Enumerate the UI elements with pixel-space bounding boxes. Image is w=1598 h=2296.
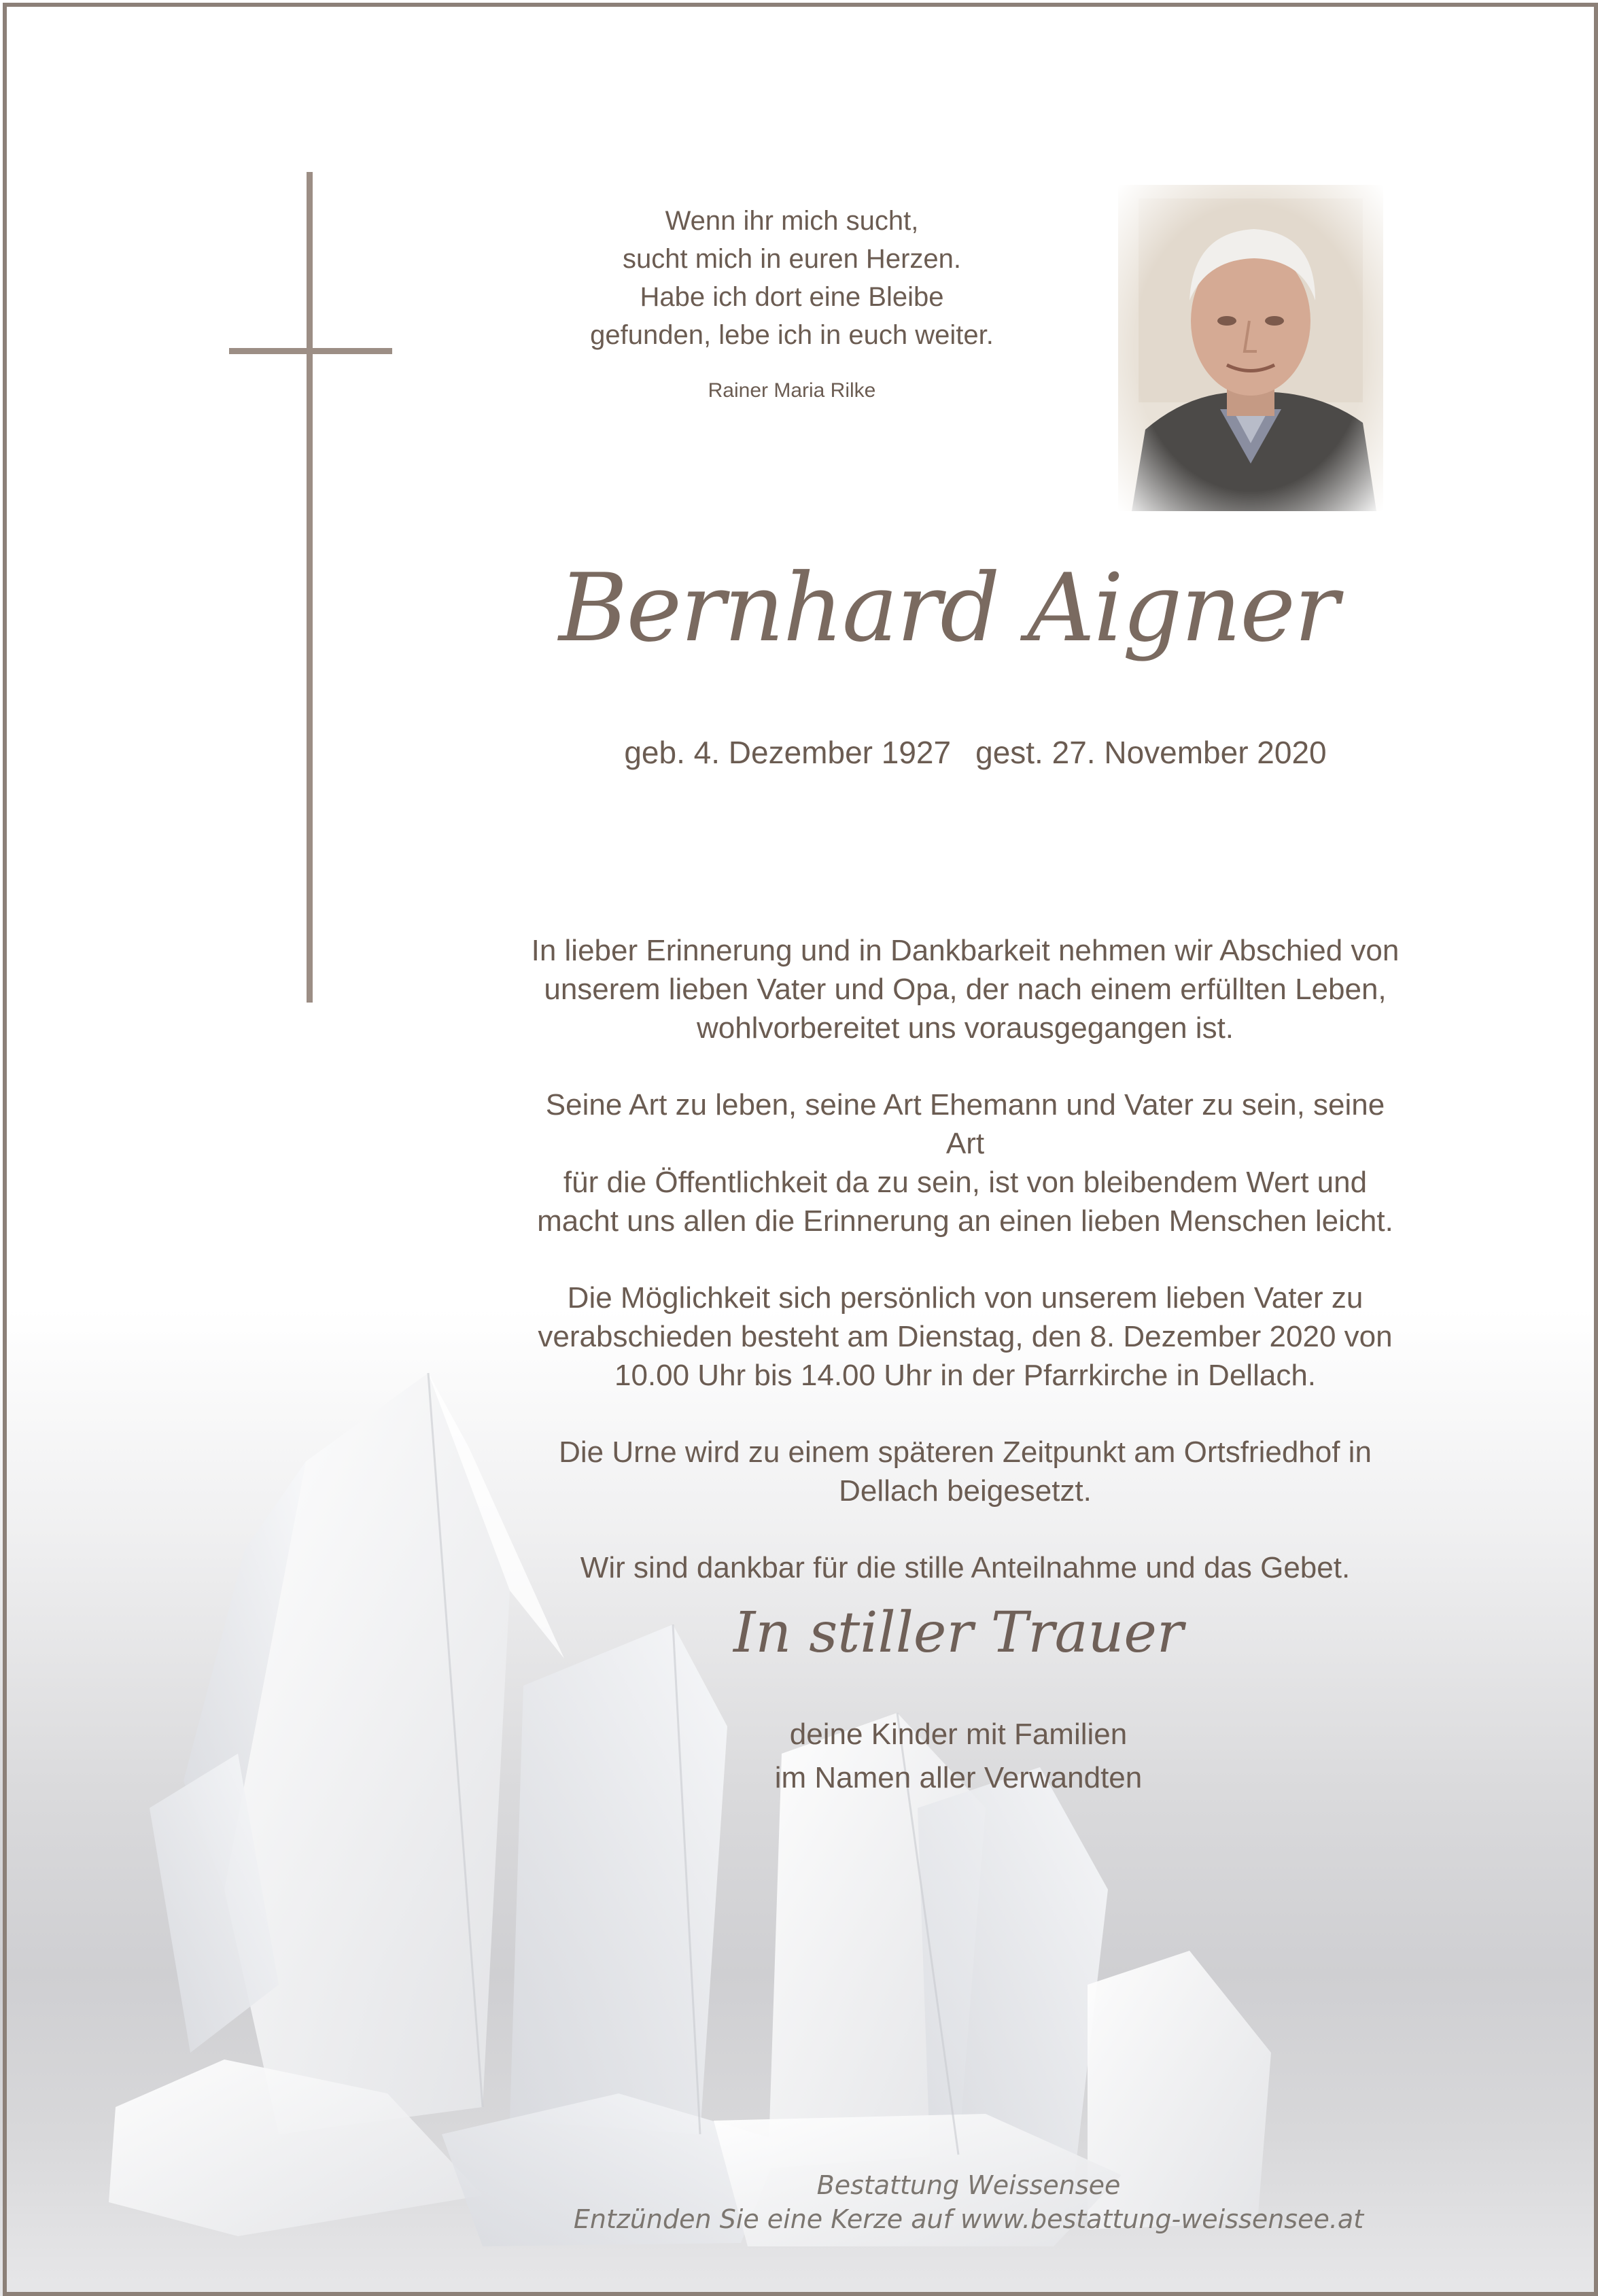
funeral-home-name: Bestattung Weissensee bbox=[816, 2170, 1121, 2200]
obituary-paragraph: Wir sind dankbar für die stille Anteilnahme und das Gebet. bbox=[580, 1551, 1351, 1584]
memorial-verse bbox=[544, 202, 1040, 354]
verse-line: Wenn ihr mich sucht, bbox=[665, 206, 919, 236]
obituary-text bbox=[523, 931, 1407, 1625]
candle-link-text: Entzünden Sie eine Kerze auf www.bestattung-weissensee.at bbox=[573, 2204, 1364, 2234]
life-dates bbox=[585, 734, 1366, 771]
obituary-paragraph: Die Urne wird zu einem späteren Zeitpunkt am Ortsfriedhof in Dellach beigesetzt. bbox=[559, 1436, 1372, 1508]
cross-vertical-bar bbox=[307, 172, 313, 1003]
birth-date: geb. 4. Dezember 1927 bbox=[624, 735, 952, 770]
death-date: gest. 27. November 2020 bbox=[975, 735, 1327, 770]
mourning-heading: In stiller Trauer bbox=[733, 1601, 1184, 1665]
verse-author: Rainer Maria Rilke bbox=[708, 379, 876, 402]
obituary-paragraph: Seine Art zu leben, seine Art Ehemann und Vater zu sein, seine Art für die Öffentlichkeit da zu sein, ist von bleibendem Wert und macht uns allen die Erinnerung an einen lieben Menschen leicht. bbox=[537, 1088, 1393, 1238]
obituary-paragraph: In lieber Erinnerung und in Dankbarkeit nehmen wir Abschied von unserem lieben Vater und Opa, der nach einem erfüllten Leben, wohlvorbereitet uns vorausgegangen ist. bbox=[531, 934, 1400, 1045]
verse-line: gefunden, lebe ich in euch weiter. bbox=[590, 320, 994, 350]
verse-line: sucht mich in euren Herzen. bbox=[622, 244, 961, 274]
obituary-paragraph: Die Möglichkeit sich persönlich von unserem lieben Vater zu verabschieden besteht am Dienstag, den 8. Dezember 2020 von 10.00 Uhr bis 14.00 Uhr in der Pfarrkirche in Dellach. bbox=[538, 1281, 1393, 1392]
portrait-photo bbox=[1118, 185, 1383, 511]
mourners-list: deine Kinder mit Familien im Namen aller Verwandten bbox=[774, 1718, 1143, 1794]
deceased-name: Bernhard Aigner bbox=[559, 553, 1338, 663]
cross-horizontal-bar bbox=[229, 348, 392, 354]
verse-line: Habe ich dort eine Bleibe bbox=[640, 282, 944, 312]
